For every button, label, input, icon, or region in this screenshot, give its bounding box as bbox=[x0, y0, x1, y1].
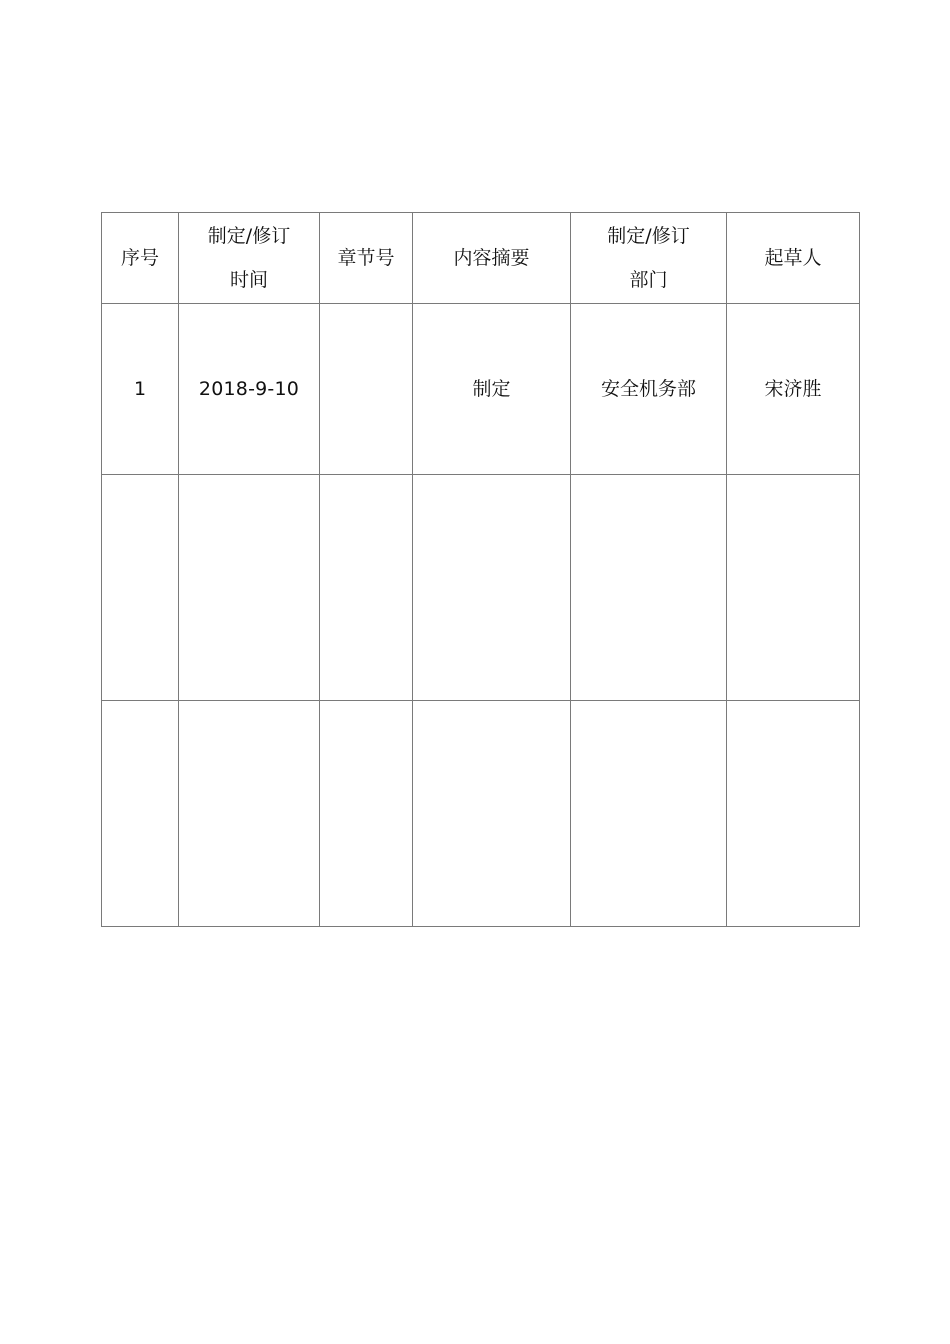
cell-serial-number bbox=[102, 701, 179, 927]
cell-drafter bbox=[727, 475, 860, 701]
table-row bbox=[102, 304, 860, 475]
cell-content-summary: 制定 bbox=[413, 304, 571, 475]
cell-drafter bbox=[727, 701, 860, 927]
table-row bbox=[102, 475, 860, 701]
cell-revision-time bbox=[179, 701, 320, 927]
cell-revision-time bbox=[179, 475, 320, 701]
header-revision-department: 制定/修订部门 bbox=[571, 213, 727, 304]
revision-record-table bbox=[101, 212, 860, 927]
cell-serial-number: 1 bbox=[102, 304, 179, 475]
table-header-row bbox=[102, 213, 860, 304]
header-revision-time: 制定/修订时间 bbox=[179, 213, 320, 304]
cell-revision-time: 2018-9-10 bbox=[179, 304, 320, 475]
header-serial-number: 序号 bbox=[102, 213, 179, 304]
header-chapter-number: 章节号 bbox=[320, 213, 413, 304]
table-row bbox=[102, 701, 860, 927]
cell-chapter-number bbox=[320, 475, 413, 701]
cell-content-summary bbox=[413, 701, 571, 927]
cell-revision-department: 安全机务部 bbox=[571, 304, 727, 475]
cell-chapter-number bbox=[320, 701, 413, 927]
cell-drafter: 宋济胜 bbox=[727, 304, 860, 475]
header-content-summary: 内容摘要 bbox=[413, 213, 571, 304]
cell-revision-department bbox=[571, 701, 727, 927]
cell-content-summary bbox=[413, 475, 571, 701]
header-drafter: 起草人 bbox=[727, 213, 860, 304]
cell-serial-number bbox=[102, 475, 179, 701]
cell-chapter-number bbox=[320, 304, 413, 475]
cell-revision-department bbox=[571, 475, 727, 701]
